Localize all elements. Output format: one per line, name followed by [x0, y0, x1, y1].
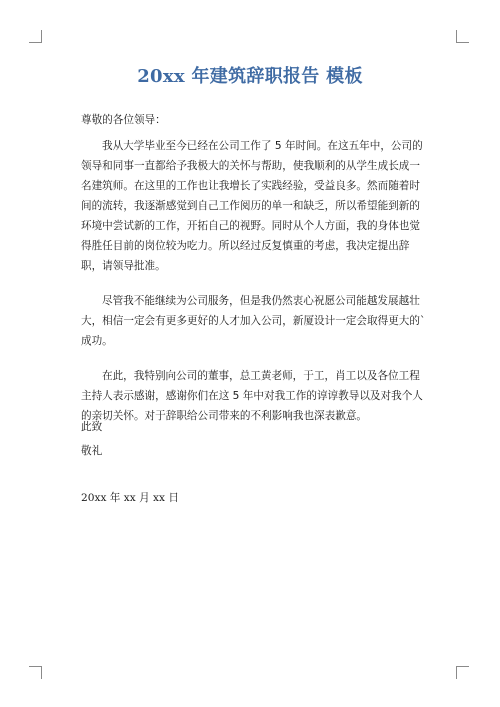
crop-mark-top-right — [456, 30, 469, 43]
closing-salute: 此致 — [81, 421, 103, 433]
paragraph-3: 在此，我特别向公司的董事，总工黄老师，于工，肖工以及各位工程主持人表示感谢，感谢你们在这 5 年中对我工作的谆谆教导以及对我个人的亲切关怀。对于辞职给公司带来的不利影响我也深表歉意。 — [81, 370, 423, 422]
paragraph-1: 我从大学毕业至今已经在公司工作了 5 年时间。在这五年中，公司的领导和同事一直都给予我极大的关怀与帮助，使我顺利的从学生成长成一名建筑师。在这里的工作也让我增长了实践经验，受益良多。然而随着时间的流转，我逐渐感觉到自己工作阅历的单一和缺乏，所以希望能到新的环境中尝试新的工作，开拓自己的视野。同时从个人方面，我的身体也觉得胜任目前的岗位较为吃力。所以经过反复慎重的考虑，我决定提出辞职，请领导批准。 — [81, 140, 423, 272]
paragraph-2: 尽管我不能继续为公司服务，但是我仍然衷心祝愿公司能越发展越壮大，相信一定会有更多更好的人才加入公司，新厦设计一定会取得更大的`成功。 — [81, 295, 426, 347]
document-title: 20xx 年建筑辞职报告 模板 — [137, 66, 363, 87]
crop-mark-bottom-left — [29, 666, 42, 679]
salutation: 尊敬的各位领导： — [81, 114, 166, 126]
crop-mark-top-left — [29, 30, 42, 43]
crop-mark-bottom-right — [456, 666, 469, 679]
closing-regards: 敬礼 — [81, 445, 103, 457]
document-date: 20xx 年 xx 月 xx 日 — [81, 492, 179, 504]
